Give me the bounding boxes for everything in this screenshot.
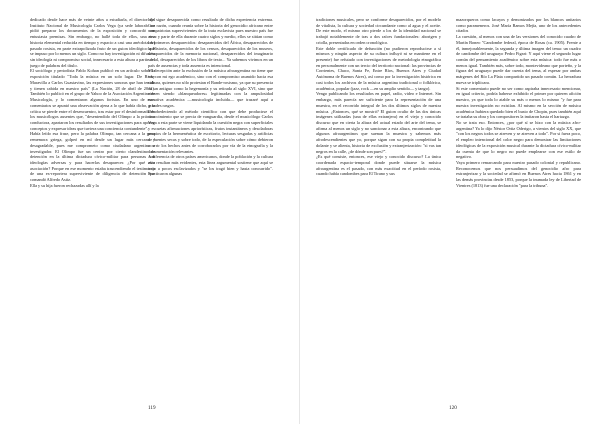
paragraph: A diferencia de otros países americanos, donde la población y la cultura afro resultan más evidentes, esta línea argumental sostiene que aquí se trajo a pocos esclavizados y "se los tragó bien y hasta concurrido". Practicaron algunas: [148, 154, 273, 177]
text-column-1: [30, 17, 155, 401]
text-column-3: [316, 17, 441, 401]
text-column-4: [456, 17, 581, 401]
paragraph: hija sigue desaparecida como resultado de dicha experiencia extrema. Con razón, cuando reunía sobre la historia del genocidio africano entre compatriotas supervivientes de la trata esclavista pues nuestro país fue atroz y parte de ella durante cuatro siglos y medio, ellos se sitúan como los primeros desaparecidos: desaparecidos del África, desaparecidos de la Historia, desaparecidos de los censos, desaparecidos de los museos, desaparecidos de la memoria nacional, desaparecidos del imaginario social, desaparecidos de los libros de texto... Ya sabemos vivimos en un país de ausencias y toda ausencia es intencional.: [148, 17, 273, 68]
paragraph: La cuestión, al menos con una de las versiones del conocido cuadro de Martín Boneo "Candombe federal, época de Rosas (ca. 1905). Frente a él, inmejorablemente, la segunda y última imagen del tema: un cuadro de candombe del uruguayo Pedro Figari: Y aquí viene el segundo lugar común del pensamiento académico sobre esta música: todo fue más o menos igual. También más, sobre todo, montevideano que porteño, y la figura del uruguayo puede dar cuenta del tema, al espesar por ambas márgenes del Río La Plata compartido un pasado común. La herradura nueva se tripliicara.: [456, 34, 581, 85]
page-number: 119: [148, 405, 156, 411]
paragraph: Este doble certificado de defunción (no pudieron reproducirse a sí mismos y ningún aspecto de su cultura influyó ni se mantiene en el presente) fue refutado con investigaciones de metodología etnográfica en personalmente con un tercio del territorio nacional: las provincias de Corrientes, Chaco, Santa Fe, Entre Ríos, Buenos Aires y Ciudad Autónoma de Buenos Aires), así como por la investigación histórica en casi todos los archivos de la música argentina tradicional o folklórica, académica, popular (jazz, rock —en su amplio sentido— y tango).: [316, 45, 441, 91]
paragraph: Mi decepción ante la exclusión de la música afroargentina no tiene que ver con mi ego académico, sino con el compromiso asumido hacia esa cultura, quienes no sólo protestan el Bande-rosismo, ya que su presencia en un antiguo como la hegemonía y su retirada al siglo XVI, sino que vienen siendo «blanqueadores» legitimadas con la ampulosidad narrativa académica —musicología incluida— que trazaré aquí a grandes rasgos.: [148, 68, 273, 108]
paragraph: Había leído esa frase, pero la palabra Olimpo, tan cercana a la pena rememora griega, golpeó en mí desde un lugar más cercano y desagradable, pues me comprometo como ciudadano argentino e investigador. El Olimpo fue un centro por cierto clandestino de detención en la última dictadura cívico-militar para personas con ideologías adversas y para hacerlas desaparecer. ¿Por qué esta asociación? Porque en ese momento estaba trascendiendo el testimonio de una ex-reportera superviviente de diligencia de detención que comandó Alfredo Astiz.: [30, 131, 155, 183]
page-right: [300, 0, 600, 424]
paragraph: Si este comentario puede no ser como aspiraba innecesario mencionar, en igual criterio, podría haberse exhibido el primer por quieren afición nuestro, ya que toda lo atable su más o menos lo mismo "y fue para nuestra investigación no existían. Al mismo en la sección de música académica hubiera quedado bien el busto de Chopin, pues también aquí se trataba su obra y los compositores la imitaron hasta el hartazgo.: [456, 85, 581, 120]
paragraph: Desobedeciendo al método científico con que debe producirse el conocimiento que se precia de vanguardia, desde el musicólogo Carlos Vega a esta parte se viene liquidando la cuestión negra con superficiales y escuetas afirmaciones apriorísticas, frutos instantáneos y desoladoras propios de la hermenéutica de escritorio, lecturas sesgadas y artificias de fuentes secas y sobre todo, de la especulación sobre cómo debieron ocurrir los hechos antes de corroborarlos por vía de la etnografía y la documentación relevantes.: [148, 108, 273, 154]
text-column-2: [148, 17, 273, 401]
paragraph: dedicado desde hace más de veinte años a estudiarla, el director del Instituto Nacional de Musicología Carlos Vega (ya sede laborab me pidió preparar los documentos de la exposición y concordó con entusiasta premisas. Sin embargo, no hallé toda de ellos, una vez historia elemental reducida en tiempo y espacio a casi una anécdota del pasado rosista, en parte extrapolizada fruto de un guion ideológico que se impuso por lo menos un siglo. Como no hay investigación ni difusión sin ideología ni compromiso social, innecesario a esta altura a partir del juego de palabras del título.: [30, 17, 155, 68]
paragraph: ¿Es qué consiste, entonces, ese viejo y conocido discurso? La única coordenada espacio-temporal donde puede situarse la música afroargentina es el pasado, con más exactitud en el período rosista, cuando había candombes para El Tirano y sus: [316, 154, 441, 177]
paragraph: Ella y su hija fueron rechazadas allí y la: [30, 182, 99, 188]
paragraph: Vaya primero remarcando para nuestro pasado colonial y republicano. Reconocemos que nos persuadimos del genocidio afro para extranjerizar y la sociedad se afirmó en Buenos Aires hacia 1861 y en las demás provincias desde 1853, porque la inumada ley de Libertad de Vientres (1813) fue una declaración "para la tribuna".: [456, 159, 581, 188]
paragraph: tradiciones musicales, pero se conforme desaparecidos, por el modelo de vitalista, la cultura y sociedad circundante como al agua y el aceite. De este modo, el mismo otro pierde a los de la identidad nacional se trabajó notablemente de tras a dos raíces fundacionales: aborigen y criolla, presentadas en orden cronológico.: [316, 17, 441, 45]
paragraph: mazorqueros como lacayos y demonizados por los blancos unitarios como parameneros. José María Ramos Mejía, uno de los antecedentes citados: [456, 17, 581, 34]
paragraph: Vengo publicando los resultados en papel, radio, video e Internet. Sin embargo, más parecía ser suficiente para la representación de una muestra, en el recorrido integral de los dos últimos siglos de nuestra música. ¿Entonces, qué se mostró? El guion oculto de las dos únicas imágenes utilizadas (una de ellas extranjera) en el viejo y conocido discurso que en cierta la altura del actual estado del arte del tema, se afirma al menos un siglo y no sancionar a esta altura, encontrando que algunos afroargentinos que suenan la muestra y sabemos más afrodescendientes que yo, porque sigan con su propia completitud la dolante y se alienta, historia de exclusión y extranjerización: "si vas tan negros en la calle, ¿de dónde son pues?".: [316, 91, 441, 154]
page-number: 120: [449, 405, 457, 411]
paragraph: El sociólogo y periodista Pablo Kohan publicó en un artículo sobre la exposición titulado "Toda la música en un solo lugar. De Ricky Maravilla a Carlos Guastavino, las expresiones sonoras que han tenido y tienen cabida en nuestro país" (La Nación, 28 de abril de 2012). También lo publicó en el grupo de Yahoo de la Asociación Argentina de Musicología, y lo comentaron algunos foristas. En uno de esos comentarios se apuntó una observación ajena a lo que había dicho, y la crítica se pierde entre el desencuentro, tras estar por el desinformado de los musicólogos ausentes que, "desentendido del Olimpo a la práctica conductora, apartaron los resultados de sus investigaciones para aportar conceptos y expresar ideas que tuviera una conciencia contundente".: [30, 68, 155, 131]
paragraph: No se trata eso. Entonces, ¿por qué sí se hizo con la música afro-argentina? Ya lo dijo Néstor Ortiz Oderigo, a vientos del siglo XX, que "con los negros todos se atreven y se atreven a todo". Por si fuera poco, el empleo intencional del color negro para demostrar las limitaciones ideológicas de la exposición musical durante la dictadura cívico-militar da cuenta de que lo negro no puede emplearse con ese estilo de negativo.: [456, 119, 581, 160]
